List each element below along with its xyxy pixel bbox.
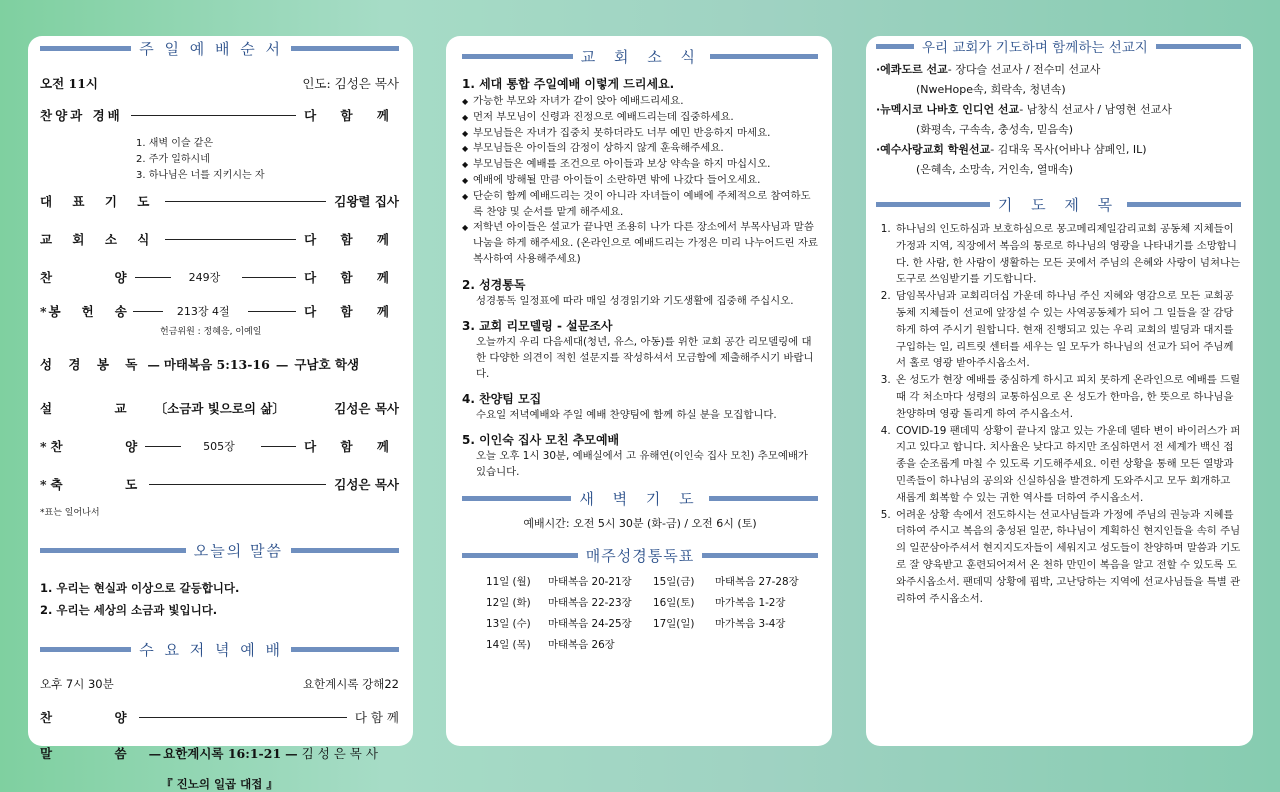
section-heading	[40, 639, 399, 660]
mission-list: ·에콰도르 선교- 장다슬 선교사 / 전수미 선교사 (NweHope속, 희락속, 청년속) ·뉴멕시코 나바호 인디언 선교- 남창식 선교사 / 남영현 선교사 (화평속, 구속속, 충성속, 믿음속) ·예수사랑교회 학원선교- 김대욱 목사(어바나 샴페인, IL) (은혜속, 소망속, 거인속, 열매속)	[876, 60, 1241, 180]
word-title: 오늘의 말씀	[193, 542, 283, 560]
order-item: 말 씀 — 요한계시록 16:1-21 — 김 성 은 목 사	[40, 745, 378, 761]
news-2-title: 2. 성경통독	[462, 277, 526, 292]
list-item: ◆ 부모님들은 자녀가 집중치 못하더라도 너무 예민 반응하지 마세요.	[462, 126, 818, 142]
list-item: 1. 하나님의 인도하심과 보호하심으로 몽고메리제일감리교회 공동체 지체들이 가정과 지역, 직장에서 복음의 통로로 하나님의 영광을 나타내기를 소망합니다. 한 사람, 한 사람이 생활하는 모든 곳에서 주님의 은혜와 사랑이 넘쳐나는 도구로 쓰임받기를 기도합니다.	[894, 221, 1241, 288]
order-item: 찬양과 경배 다 함 께	[40, 108, 399, 123]
bible-schedule: 11일 (월) 마태복음 20-21장 15일(금) 마태복음 27-28장 12일 (화) 마태복음 22-23장 16일(토) 마가복음 1-2장 13일 (수) 마태복음 24-25장 17일(일) 마가복음 3-4장 14일 (목) 마태복음 26장	[486, 575, 799, 651]
order-item: *축 도 김성은 목사	[40, 477, 399, 492]
section-heading	[40, 540, 399, 561]
todays-word: 1. 우리는 현실과 이상으로 갈등합니다. 2. 우리는 세상의 소금과 빛입니다.	[40, 581, 240, 617]
order-item: 찬 양 다 함 께	[40, 710, 399, 725]
list-item: ◆ 가능한 부모와 자녀가 같이 앉아 예배드리세요.	[462, 94, 818, 110]
section-heading	[462, 46, 818, 67]
list-item: 3. 온 성도가 현장 예배를 중심하게 하시고 피치 못하게 온라인으로 예배를 드릴 때 각 처소마다 성령의 교통하심으로 온 성도가 한마음, 한 뜻으로 하나님을 찬양하며 영광 돌리게 하여 주시옵소서.	[894, 372, 1241, 422]
order-item: 찬 양 249장 다 함 께	[40, 270, 399, 285]
worship-order-panel	[28, 36, 413, 791]
dawn-title: 새 벽 기 도	[579, 489, 701, 508]
list-item: 5. 어려운 상황 속에서 전도하시는 선교사님들과 가정에 주님의 권능과 지혜를 더하여 주시고 복음의 충성된 일꾼, 하나님이 계획하신 현지인들을 속히 주님의 일꾼삼아주셔서 현지지도자들이 세워지고 성도들이 찬양하며 말씀과 기도로 잘 양육받고 훈련되어져서 온 천하 만민이 복음을 알고 전할 수 있도록 도와주시옵소서. 팬데믹 상황에 핍박, 고난당하는 지역에 선교사님들을 특별 관리하여 주시옵소서.	[894, 507, 1241, 608]
prayer-list	[876, 221, 1241, 607]
list-item: ·예수사랑교회 학원선교- 김대욱 목사(어바나 샴페인, IL)	[876, 143, 1147, 156]
section-heading	[462, 545, 818, 566]
section-heading	[40, 38, 399, 59]
wed-time: 오후 7시 30분	[40, 677, 114, 691]
order-item: 교 회 소 식 다 함 께	[40, 232, 399, 247]
list-item: ◆ 부모님들은 예배를 조건으로 아이들과 보상 약속을 하지 마십시오.	[462, 157, 818, 173]
news-1-title: 1. 세대 통합 주일예배 이렇게 드리세요.	[462, 77, 675, 91]
news-3-title: 3. 교회 리모델링 - 설문조사	[462, 318, 613, 333]
church-news-panel	[446, 36, 832, 746]
list-item: ◆ 저학년 아이들은 설교가 끝나면 조용히 나가 다른 장소에서 부목사님과 말씀 나눔을 하게 해주세요. (온라인으로 예배드리는 가정은 미리 나누어드린 자료 복사하여 사용해주세요)	[462, 220, 818, 267]
order-item: 성 경 봉 독 — 마태복음 5:13-16 — 구남호 학생	[40, 356, 360, 372]
news-5-title: 5. 이인숙 집사 모친 추모예배	[462, 432, 620, 447]
order-item: 대 표 기 도 김왕렬 집사	[40, 194, 399, 209]
service-leader: 인도: 김성은 목사	[302, 76, 399, 91]
news-title: 교 회 소 식	[580, 48, 702, 66]
news-1-bullets	[462, 94, 818, 268]
song-list: 1. 새벽 이슬 같은 2. 주가 일하시네 3. 하나님은 너를 지키시는 자	[136, 138, 265, 181]
service-time: 오전 11시	[40, 76, 98, 91]
list-item: ·에콰도르 선교- 장다슬 선교사 / 전수미 선교사	[876, 63, 1101, 76]
bible-title: 매주성경통독표	[585, 546, 695, 565]
list-item: 2. 담임목사님과 교회리더십 가운데 하나님 주신 지혜와 영감으로 모든 교회공동체 지체들이 선교에 앞장설 수 있는 사역공동체가 되어 그 일들을 잘 감당하게 하여 주시기 원합니다. 현재 진행되고 있는 우리 교회의 빌딩과 대지를 구입하는 일, 리트릿 센터를 세우는 일 모두가 하나님의 선교가 되어 주님께서 홀로 영광 받아주시옵소서.	[894, 288, 1241, 372]
order-item: *봉 헌 송 213장 4절 다 함 께	[40, 304, 399, 319]
standing-note: *표는 일어나서	[40, 508, 100, 518]
wed-title: 수 요 저 녁 예 배	[139, 641, 283, 659]
mission-prayer-panel	[866, 36, 1253, 746]
prayer-title: 기 도 제 목	[997, 196, 1120, 214]
list-item: 4. COVID-19 팬데믹 상황이 끝나지 않고 있는 가운데 델타 변이 바이러스가 퍼지고 있다고 합니다. 치사율은 낮다고 하지만 조심하면서 전 세계가 백신 접종을 순조롭게 마칠 수 있도록 기도해주세요. 이런 상황을 통해 모든 열방과 민족들이 하나님의 공의와 신실하심을 발견하게 도와주시고 모두 회개하고 새롭게 회복할 수 있는 귀한 역사를 더하여 주시옵소서.	[894, 423, 1241, 507]
news-3-body: 오늘까지 우리 다음세대(청년, 유스, 아동)를 위한 교회 공간 리모델링에 대한 다양한 의견이 적힌 설문지를 작성하셔서 모금함에 제출해주시기 바랍니다.	[476, 335, 814, 380]
mission-title: 우리 교회가 기도하며 함께하는 선교지	[922, 40, 1148, 56]
section-heading	[462, 488, 818, 509]
section-heading	[876, 36, 1241, 56]
offering-note: 헌금위원 : 정혜응, 이예일	[160, 327, 262, 337]
order-item: *찬 양 505장 다 함 께	[40, 439, 399, 454]
list-item: ·뉴멕시코 나바호 인디언 선교- 남창식 선교사 / 남영현 선교사	[876, 103, 1172, 116]
wed-sermon-title: 『 진노의 일곱 대접 』	[161, 777, 278, 791]
order-item: 설 교 〔소금과 빛으로의 삶〕 김성은 목사	[40, 401, 399, 416]
section-heading	[876, 194, 1241, 215]
news-4-title: 4. 찬양팀 모집	[462, 391, 542, 406]
news-4-body: 수요일 저녁예배와 주일 예배 찬양팀에 함께 하실 분을 모집합니다.	[476, 408, 777, 421]
wed-study: 요한계시록 강해22	[302, 677, 399, 691]
list-item: ◆ 단순히 함께 예배드리는 것이 아니라 자녀들이 예배에 주체적으로 참여하도록 찬양 및 순서를 맡게 해주세요.	[462, 189, 818, 221]
service-title: 주 일 예 배 순 서	[139, 40, 283, 58]
list-item: ◆ 예배에 방해될 만큼 아이들이 소란하면 밖에 나갔다 들어오세요.	[462, 173, 818, 189]
news-2-body: 성경통독 일정표에 따라 매일 성경읽기와 기도생활에 집중해 주십시오.	[476, 294, 794, 307]
dawn-time: 예배시간: 오전 5시 30분 (화-금) / 오전 6시 (토)	[523, 516, 757, 530]
news-5-body: 오늘 오후 1시 30분, 예배실에서 고 유해연(이인숙 집사 모친) 추모예배가 있습니다.	[476, 449, 808, 478]
list-item: ◆ 부모님들은 아이들의 감정이 상하지 않게 훈육해주세요.	[462, 141, 818, 157]
list-item: ◆ 먼저 부모님이 신령과 진정으로 예배드리는데 집중하세요.	[462, 110, 818, 126]
